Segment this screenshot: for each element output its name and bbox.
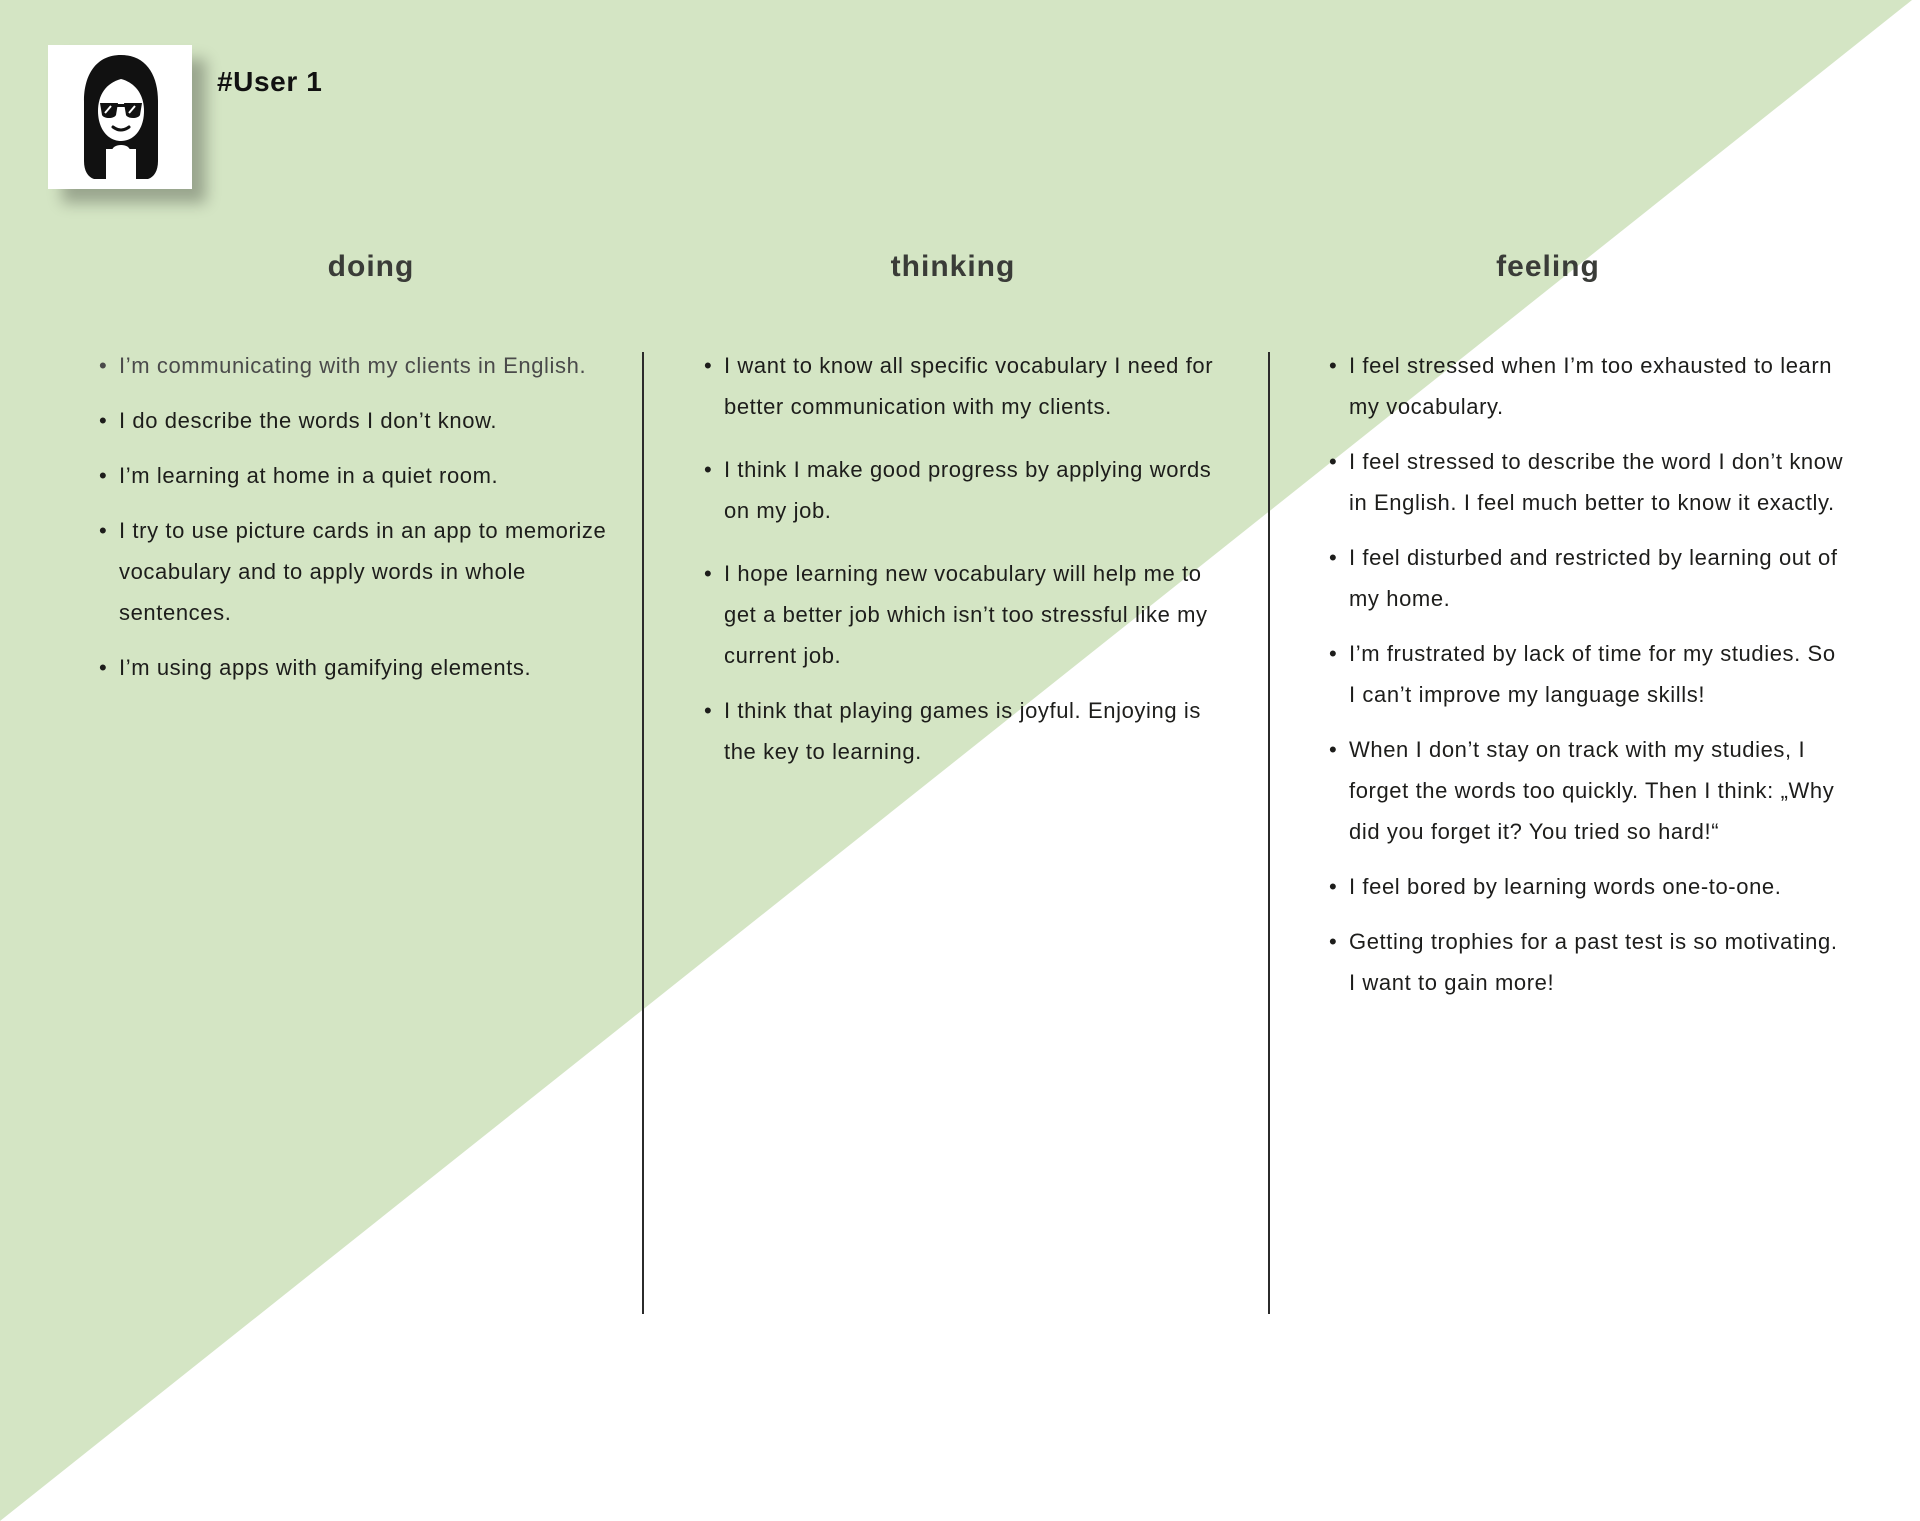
list-item: • When I don’t stay on track with my studies, I forget the words too quickly. Then I think: „Why did you forget it? You tried so hard!“	[1329, 729, 1849, 852]
column-heading-doing: doing	[327, 250, 415, 283]
user-title: #User 1	[217, 66, 323, 97]
list-item: • I’m using apps with gamifying elements.	[99, 647, 619, 688]
list-item: • I try to use picture cards in an app to memorize vocabulary and to apply words in whole sentences.	[99, 510, 619, 633]
list-item: • I hope learning new vocabulary will help me to get a better job which isn’t too stressful like my current job.	[704, 553, 1224, 676]
list-item: • I want to know all specific vocabulary I need for better communication with my clients.	[704, 345, 1224, 427]
list-item: • I feel bored by learning words one-to-one.	[1329, 866, 1849, 907]
list-item: • I think that playing games is joyful. Enjoying is the key to learning.	[704, 690, 1224, 772]
column-heading-thinking: thinking	[890, 250, 1016, 283]
list-item: • I’m communicating with my clients in English.	[99, 345, 619, 386]
user-avatar	[48, 45, 192, 189]
list-item: • I feel disturbed and restricted by learning out of my home.	[1329, 537, 1849, 619]
list-item: • I’m frustrated by lack of time for my studies. So I can’t improve my language skills!	[1329, 633, 1849, 715]
column-heading-feeling: feeling	[1496, 250, 1600, 283]
list-item: • I do describe the words I don’t know.	[99, 400, 619, 441]
feeling-list	[1329, 345, 1849, 1017]
user-avatar-sunglasses-icon	[78, 53, 164, 181]
list-item: • Getting trophies for a past test is so motivating. I want to gain more!	[1329, 921, 1849, 1003]
list-item: • I feel stressed when I’m too exhausted to learn my vocabulary.	[1329, 345, 1849, 427]
list-item: • I feel stressed to describe the word I don’t know in English. I feel much better to know it exactly.	[1329, 441, 1849, 523]
list-item: • I think I make good progress by applying words on my job.	[704, 449, 1224, 531]
thinking-list	[704, 345, 1224, 786]
list-item: • I’m learning at home in a quiet room.	[99, 455, 619, 496]
doing-list	[99, 345, 619, 702]
column-divider	[642, 352, 644, 1314]
column-divider	[1268, 352, 1270, 1314]
